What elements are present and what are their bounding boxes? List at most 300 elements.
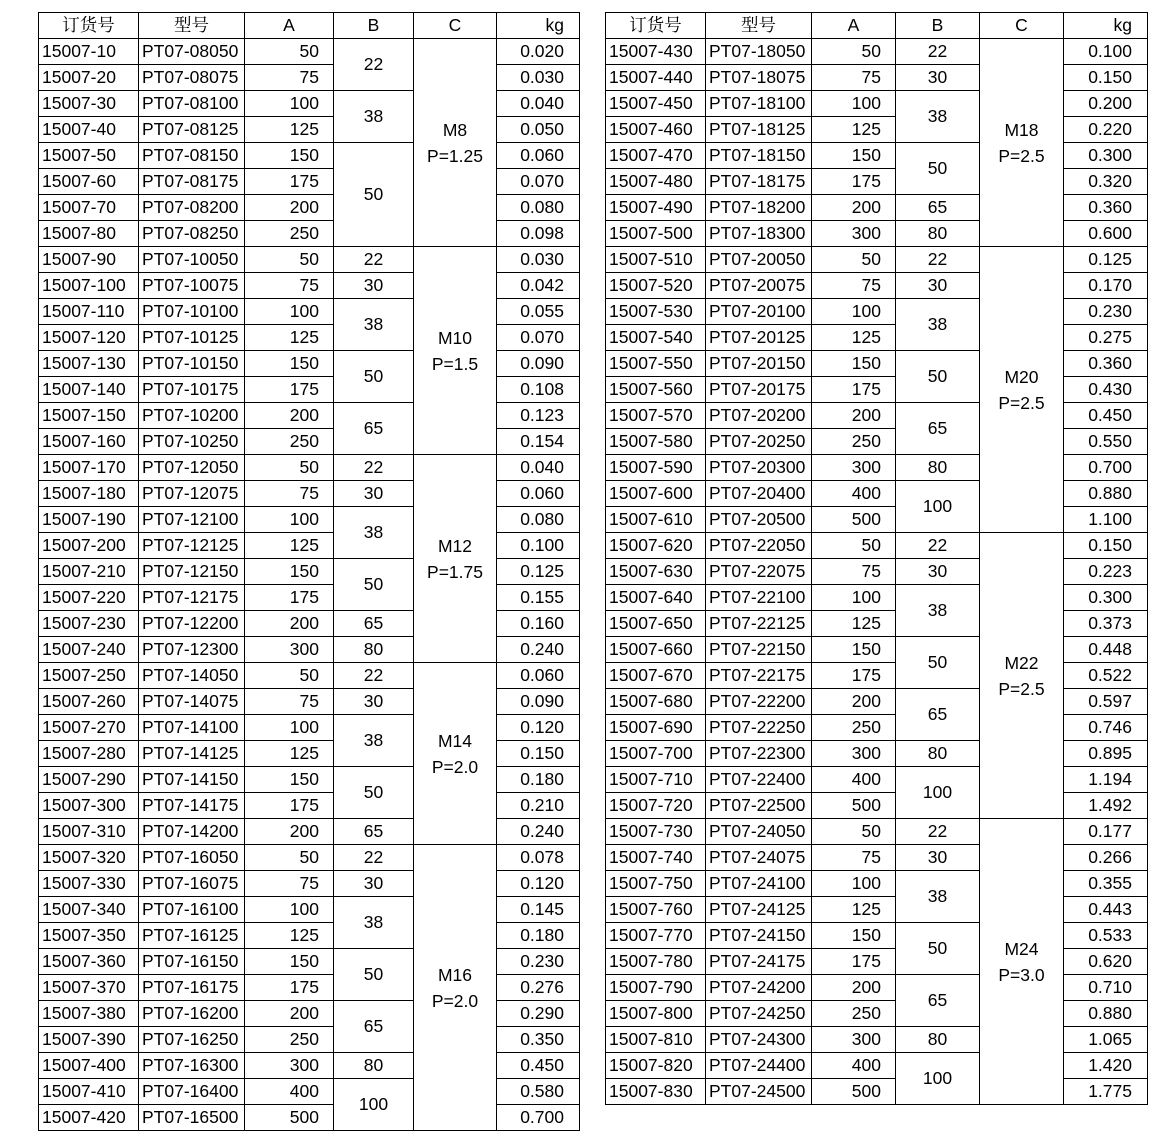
weight-cell: 0.060 xyxy=(497,143,580,169)
dimension-b-cell: 30 xyxy=(896,559,980,585)
table-row xyxy=(39,299,580,325)
table-row xyxy=(39,923,580,949)
table-row xyxy=(606,273,1148,299)
dimension-a-cell: 50 xyxy=(812,533,896,559)
order-number-cell: 15007-540 xyxy=(606,325,706,351)
order-number-cell: 15007-550 xyxy=(606,351,706,377)
dimension-b-cell: 30 xyxy=(334,871,414,897)
order-number-cell: 15007-470 xyxy=(606,143,706,169)
dimension-a-cell: 175 xyxy=(245,169,334,195)
order-number-cell: 15007-300 xyxy=(39,793,139,819)
table-row xyxy=(39,507,580,533)
dimension-a-cell: 100 xyxy=(812,299,896,325)
model-cell: PT07-12100 xyxy=(139,507,245,533)
dimension-b-cell: 100 xyxy=(896,1053,980,1105)
order-number-cell: 15007-720 xyxy=(606,793,706,819)
dimension-b-cell: 65 xyxy=(896,403,980,455)
dimension-a-cell: 500 xyxy=(812,1079,896,1105)
dimension-a-cell: 175 xyxy=(245,975,334,1001)
order-number-cell: 15007-820 xyxy=(606,1053,706,1079)
model-cell: PT07-14100 xyxy=(139,715,245,741)
weight-cell: 0.746 xyxy=(1064,715,1148,741)
thread-pitch: P=2.0 xyxy=(431,990,479,1011)
model-cell: PT07-08050 xyxy=(139,39,245,65)
dimension-b-cell: 65 xyxy=(334,403,414,455)
model-cell: PT07-16050 xyxy=(139,845,245,871)
dimension-b-cell: 65 xyxy=(896,689,980,741)
dimension-a-cell: 50 xyxy=(812,39,896,65)
dimension-b-cell: 38 xyxy=(896,299,980,351)
order-number-cell: 15007-400 xyxy=(39,1053,139,1079)
dimension-b-cell: 50 xyxy=(896,351,980,403)
dimension-a-cell: 50 xyxy=(812,247,896,273)
model-cell: PT07-20175 xyxy=(706,377,812,403)
weight-cell: 0.120 xyxy=(497,715,580,741)
dimension-b-cell: 100 xyxy=(896,767,980,819)
table-row xyxy=(606,299,1148,325)
table-row xyxy=(606,533,1148,559)
model-cell: PT07-22125 xyxy=(706,611,812,637)
dimension-b-cell: 50 xyxy=(334,351,414,403)
table-row xyxy=(39,845,580,871)
thread-size: M16 xyxy=(437,964,473,985)
dimension-a-cell: 175 xyxy=(812,169,896,195)
model-cell: PT07-12300 xyxy=(139,637,245,663)
table-row xyxy=(606,377,1148,403)
weight-cell: 0.320 xyxy=(1064,169,1148,195)
table-row xyxy=(606,91,1148,117)
table-row xyxy=(39,221,580,247)
order-number-cell: 15007-260 xyxy=(39,689,139,715)
model-cell: PT07-14150 xyxy=(139,767,245,793)
order-number-cell: 15007-100 xyxy=(39,273,139,299)
model-cell: PT07-20075 xyxy=(706,273,812,299)
dimension-b-cell: 22 xyxy=(334,39,414,91)
dimension-b-cell: 50 xyxy=(896,637,980,689)
dimension-a-cell: 125 xyxy=(812,897,896,923)
table-row xyxy=(39,169,580,195)
weight-cell: 1.492 xyxy=(1064,793,1148,819)
model-cell: PT07-08200 xyxy=(139,195,245,221)
weight-cell: 0.160 xyxy=(497,611,580,637)
header-c: C xyxy=(414,13,497,39)
weight-cell: 0.373 xyxy=(1064,611,1148,637)
header-model: 型号 xyxy=(139,13,245,39)
table-row xyxy=(606,975,1148,1001)
dimension-a-cell: 125 xyxy=(812,117,896,143)
order-number-cell: 15007-680 xyxy=(606,689,706,715)
dimension-b-cell: 50 xyxy=(896,923,980,975)
table-row xyxy=(39,533,580,559)
table-row xyxy=(39,1001,580,1027)
table-row xyxy=(39,1027,580,1053)
thread-pitch: P=1.5 xyxy=(431,353,479,374)
dimension-a-cell: 200 xyxy=(245,195,334,221)
table-row xyxy=(39,611,580,637)
dimension-a-cell: 175 xyxy=(812,663,896,689)
model-cell: PT07-14075 xyxy=(139,689,245,715)
weight-cell: 0.020 xyxy=(497,39,580,65)
weight-cell: 0.050 xyxy=(497,117,580,143)
order-number-cell: 15007-10 xyxy=(39,39,139,65)
table-row xyxy=(606,1001,1148,1027)
weight-cell: 0.240 xyxy=(497,637,580,663)
model-cell: PT07-20050 xyxy=(706,247,812,273)
dimension-a-cell: 125 xyxy=(812,325,896,351)
thread-pitch: P=2.5 xyxy=(998,145,1045,166)
model-cell: PT07-12075 xyxy=(139,481,245,507)
weight-cell: 0.230 xyxy=(1064,299,1148,325)
weight-cell: 0.100 xyxy=(497,533,580,559)
order-number-cell: 15007-570 xyxy=(606,403,706,429)
weight-cell: 0.060 xyxy=(497,663,580,689)
table-row xyxy=(39,1053,580,1079)
model-cell: PT07-20100 xyxy=(706,299,812,325)
dimension-b-cell: 50 xyxy=(334,949,414,1001)
table-row xyxy=(39,897,580,923)
thread-spec-cell xyxy=(980,39,1064,247)
table-row xyxy=(39,559,580,585)
dimension-b-cell: 80 xyxy=(896,221,980,247)
model-cell: PT07-14175 xyxy=(139,793,245,819)
model-cell: PT07-08175 xyxy=(139,169,245,195)
order-number-cell: 15007-120 xyxy=(39,325,139,351)
order-number-cell: 15007-810 xyxy=(606,1027,706,1053)
table-row xyxy=(39,1105,580,1131)
weight-cell: 0.220 xyxy=(1064,117,1148,143)
model-cell: PT07-24150 xyxy=(706,923,812,949)
order-number-cell: 15007-510 xyxy=(606,247,706,273)
table-row xyxy=(39,325,580,351)
dimension-a-cell: 75 xyxy=(812,559,896,585)
model-cell: PT07-22075 xyxy=(706,559,812,585)
order-number-cell: 15007-650 xyxy=(606,611,706,637)
order-number-cell: 15007-200 xyxy=(39,533,139,559)
thread-size: M14 xyxy=(437,730,473,751)
order-number-cell: 15007-450 xyxy=(606,91,706,117)
table-row xyxy=(606,507,1148,533)
table-row xyxy=(39,143,580,169)
dimension-a-cell: 125 xyxy=(245,533,334,559)
dimension-a-cell: 100 xyxy=(245,299,334,325)
weight-cell: 1.065 xyxy=(1064,1027,1148,1053)
order-number-cell: 15007-50 xyxy=(39,143,139,169)
table-row xyxy=(39,377,580,403)
model-cell: PT07-20150 xyxy=(706,351,812,377)
order-number-cell: 15007-340 xyxy=(39,897,139,923)
weight-cell: 0.300 xyxy=(1064,143,1148,169)
dimension-a-cell: 300 xyxy=(812,741,896,767)
model-cell: PT07-24200 xyxy=(706,975,812,1001)
dimension-a-cell: 175 xyxy=(245,377,334,403)
table-row xyxy=(39,65,580,91)
table-row xyxy=(39,871,580,897)
table-row xyxy=(606,611,1148,637)
thread-spec-cell xyxy=(414,845,497,1131)
order-number-cell: 15007-800 xyxy=(606,1001,706,1027)
order-number-cell: 15007-270 xyxy=(39,715,139,741)
dimension-a-cell: 75 xyxy=(245,871,334,897)
dimension-a-cell: 100 xyxy=(812,91,896,117)
dimension-a-cell: 50 xyxy=(245,455,334,481)
dimension-a-cell: 400 xyxy=(812,767,896,793)
dimension-a-cell: 175 xyxy=(812,949,896,975)
weight-cell: 0.070 xyxy=(497,169,580,195)
dimension-a-cell: 125 xyxy=(245,325,334,351)
dimension-a-cell: 300 xyxy=(812,1027,896,1053)
order-number-cell: 15007-280 xyxy=(39,741,139,767)
model-cell: PT07-18050 xyxy=(706,39,812,65)
dimension-b-cell: 38 xyxy=(896,91,980,143)
dimension-a-cell: 200 xyxy=(812,975,896,1001)
weight-cell: 0.170 xyxy=(1064,273,1148,299)
thread-size: M12 xyxy=(437,535,473,556)
model-cell: PT07-18125 xyxy=(706,117,812,143)
table-row xyxy=(606,715,1148,741)
order-number-cell: 15007-130 xyxy=(39,351,139,377)
weight-cell: 0.448 xyxy=(1064,637,1148,663)
header-a: A xyxy=(812,13,896,39)
model-cell: PT07-16200 xyxy=(139,1001,245,1027)
model-cell: PT07-16100 xyxy=(139,897,245,923)
weight-cell: 0.700 xyxy=(1064,455,1148,481)
order-number-cell: 15007-670 xyxy=(606,663,706,689)
weight-cell: 0.580 xyxy=(497,1079,580,1105)
order-number-cell: 15007-430 xyxy=(606,39,706,65)
weight-cell: 0.150 xyxy=(497,741,580,767)
dimension-a-cell: 500 xyxy=(812,507,896,533)
dimension-a-cell: 175 xyxy=(245,793,334,819)
model-cell: PT07-10050 xyxy=(139,247,245,273)
table-row xyxy=(606,1027,1148,1053)
table-row xyxy=(606,559,1148,585)
dimension-a-cell: 50 xyxy=(245,39,334,65)
model-cell: PT07-10175 xyxy=(139,377,245,403)
dimension-b-cell: 65 xyxy=(334,611,414,637)
table-row xyxy=(606,143,1148,169)
order-number-cell: 15007-140 xyxy=(39,377,139,403)
dimension-a-cell: 200 xyxy=(245,1001,334,1027)
order-number-cell: 15007-750 xyxy=(606,871,706,897)
weight-cell: 0.200 xyxy=(1064,91,1148,117)
dimension-a-cell: 400 xyxy=(812,481,896,507)
dimension-b-cell: 38 xyxy=(334,897,414,949)
table-row xyxy=(39,1079,580,1105)
table-row xyxy=(606,845,1148,871)
dimension-a-cell: 125 xyxy=(245,923,334,949)
weight-cell: 0.880 xyxy=(1064,481,1148,507)
dimension-b-cell: 22 xyxy=(896,247,980,273)
dimension-a-cell: 200 xyxy=(245,819,334,845)
model-cell: PT07-22500 xyxy=(706,793,812,819)
thread-size: M24 xyxy=(1004,938,1039,959)
header-b: B xyxy=(896,13,980,39)
product-table-right xyxy=(605,12,1148,1105)
table-body-right xyxy=(606,39,1148,1105)
weight-cell: 0.276 xyxy=(497,975,580,1001)
dimension-b-cell: 22 xyxy=(896,533,980,559)
order-number-cell: 15007-60 xyxy=(39,169,139,195)
model-cell: PT07-20200 xyxy=(706,403,812,429)
order-number-cell: 15007-90 xyxy=(39,247,139,273)
weight-cell: 0.177 xyxy=(1064,819,1148,845)
model-cell: PT07-08100 xyxy=(139,91,245,117)
dimension-a-cell: 100 xyxy=(245,507,334,533)
table-row xyxy=(606,65,1148,91)
dimension-a-cell: 125 xyxy=(245,741,334,767)
dimension-a-cell: 200 xyxy=(245,611,334,637)
dimension-a-cell: 50 xyxy=(245,247,334,273)
table-row xyxy=(606,403,1148,429)
thread-pitch: P=2.0 xyxy=(431,756,479,777)
order-number-cell: 15007-230 xyxy=(39,611,139,637)
dimension-a-cell: 100 xyxy=(245,715,334,741)
weight-cell: 0.125 xyxy=(497,559,580,585)
order-number-cell: 15007-70 xyxy=(39,195,139,221)
table-row xyxy=(606,637,1148,663)
order-number-cell: 15007-240 xyxy=(39,637,139,663)
table-row xyxy=(606,767,1148,793)
dimension-b-cell: 65 xyxy=(896,975,980,1027)
dimension-b-cell: 30 xyxy=(334,689,414,715)
order-number-cell: 15007-190 xyxy=(39,507,139,533)
order-number-cell: 15007-160 xyxy=(39,429,139,455)
order-number-cell: 15007-410 xyxy=(39,1079,139,1105)
model-cell: PT07-14125 xyxy=(139,741,245,767)
weight-cell: 0.430 xyxy=(1064,377,1148,403)
weight-cell: 0.180 xyxy=(497,767,580,793)
model-cell: PT07-22400 xyxy=(706,767,812,793)
order-number-cell: 15007-560 xyxy=(606,377,706,403)
model-cell: PT07-18175 xyxy=(706,169,812,195)
table-row xyxy=(606,39,1148,65)
weight-cell: 0.125 xyxy=(1064,247,1148,273)
model-cell: PT07-24300 xyxy=(706,1027,812,1053)
thread-size: M22 xyxy=(1004,652,1039,673)
table-row xyxy=(39,715,580,741)
weight-cell: 0.080 xyxy=(497,195,580,221)
dimension-b-cell: 30 xyxy=(896,273,980,299)
order-number-cell: 15007-520 xyxy=(606,273,706,299)
weight-cell: 0.180 xyxy=(497,923,580,949)
weight-cell: 0.443 xyxy=(1064,897,1148,923)
order-number-cell: 15007-830 xyxy=(606,1079,706,1105)
table-row xyxy=(39,793,580,819)
weight-cell: 0.620 xyxy=(1064,949,1148,975)
model-cell: PT07-16075 xyxy=(139,871,245,897)
weight-cell: 0.030 xyxy=(497,65,580,91)
dimension-a-cell: 75 xyxy=(245,481,334,507)
table-row xyxy=(606,663,1148,689)
order-number-cell: 15007-320 xyxy=(39,845,139,871)
model-cell: PT07-22050 xyxy=(706,533,812,559)
model-cell: PT07-24250 xyxy=(706,1001,812,1027)
order-number-cell: 15007-310 xyxy=(39,819,139,845)
dimension-a-cell: 250 xyxy=(812,1001,896,1027)
dimension-a-cell: 250 xyxy=(245,429,334,455)
dimension-b-cell: 100 xyxy=(334,1079,414,1131)
weight-cell: 0.700 xyxy=(497,1105,580,1131)
dimension-b-cell: 30 xyxy=(334,273,414,299)
order-number-cell: 15007-250 xyxy=(39,663,139,689)
dimension-a-cell: 300 xyxy=(812,455,896,481)
order-number-cell: 15007-360 xyxy=(39,949,139,975)
model-cell: PT07-24175 xyxy=(706,949,812,975)
model-cell: PT07-08125 xyxy=(139,117,245,143)
table-row xyxy=(39,273,580,299)
order-number-cell: 15007-760 xyxy=(606,897,706,923)
dimension-b-cell: 22 xyxy=(334,247,414,273)
table-row xyxy=(39,637,580,663)
model-cell: PT07-10250 xyxy=(139,429,245,455)
header-row xyxy=(39,13,580,39)
order-number-cell: 15007-770 xyxy=(606,923,706,949)
model-cell: PT07-10150 xyxy=(139,351,245,377)
thread-spec-cell xyxy=(414,247,497,455)
header-a: A xyxy=(245,13,334,39)
table-row xyxy=(606,897,1148,923)
table-row xyxy=(39,585,580,611)
weight-cell: 0.145 xyxy=(497,897,580,923)
model-cell: PT07-18200 xyxy=(706,195,812,221)
dimension-b-cell: 50 xyxy=(334,767,414,819)
model-cell: PT07-12050 xyxy=(139,455,245,481)
dimension-a-cell: 75 xyxy=(245,65,334,91)
order-number-cell: 15007-620 xyxy=(606,533,706,559)
weight-cell: 0.895 xyxy=(1064,741,1148,767)
weight-cell: 0.230 xyxy=(497,949,580,975)
model-cell: PT07-18300 xyxy=(706,221,812,247)
dimension-a-cell: 125 xyxy=(812,611,896,637)
model-cell: PT07-20125 xyxy=(706,325,812,351)
weight-cell: 0.597 xyxy=(1064,689,1148,715)
dimension-a-cell: 250 xyxy=(812,429,896,455)
model-cell: PT07-24050 xyxy=(706,819,812,845)
model-cell: PT07-12175 xyxy=(139,585,245,611)
table-row xyxy=(606,325,1148,351)
model-cell: PT07-10075 xyxy=(139,273,245,299)
table-row xyxy=(39,429,580,455)
order-number-cell: 15007-610 xyxy=(606,507,706,533)
weight-cell: 0.350 xyxy=(497,1027,580,1053)
weight-cell: 0.522 xyxy=(1064,663,1148,689)
dimension-a-cell: 300 xyxy=(812,221,896,247)
model-cell: PT07-20250 xyxy=(706,429,812,455)
weight-cell: 0.100 xyxy=(1064,39,1148,65)
model-cell: PT07-08075 xyxy=(139,65,245,91)
thread-size: M18 xyxy=(1004,119,1039,140)
order-number-cell: 15007-110 xyxy=(39,299,139,325)
weight-cell: 0.150 xyxy=(1064,533,1148,559)
model-cell: PT07-16125 xyxy=(139,923,245,949)
dimension-a-cell: 50 xyxy=(812,819,896,845)
model-cell: PT07-22200 xyxy=(706,689,812,715)
model-cell: PT07-22300 xyxy=(706,741,812,767)
table-row xyxy=(39,975,580,1001)
thread-spec-cell xyxy=(980,533,1064,819)
weight-cell: 0.360 xyxy=(1064,351,1148,377)
table-row xyxy=(39,663,580,689)
header-c: C xyxy=(980,13,1064,39)
dimension-b-cell: 50 xyxy=(334,559,414,611)
model-cell: PT07-08150 xyxy=(139,143,245,169)
header-kg: kg xyxy=(1064,13,1148,39)
table-row xyxy=(39,91,580,117)
dimension-a-cell: 150 xyxy=(245,767,334,793)
order-number-cell: 15007-660 xyxy=(606,637,706,663)
thread-pitch: P=2.5 xyxy=(998,392,1045,413)
order-number-cell: 15007-390 xyxy=(39,1027,139,1053)
